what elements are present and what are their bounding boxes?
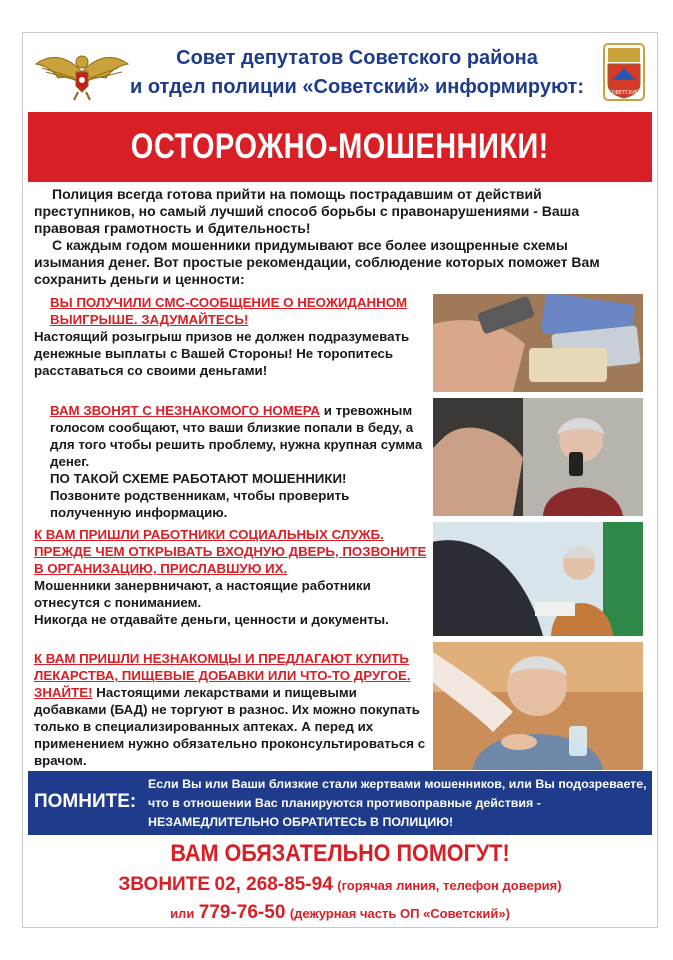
- or-label: или: [170, 906, 195, 921]
- elderly-man-pills-photo-icon: [433, 642, 643, 770]
- section-sms-heading: ВЫ ПОЛУЧИЛИ СМС-СООБЩЕНИЕ О НЕОЖИДАННОМ ВЫИГРЫШЕ. ЗАДУМАЙТЕСЬ!: [50, 295, 408, 327]
- remember-text-2: НЕЗАМЕДЛИТЕЛЬНО ОБРАТИТЕСЬ В ПОЛИЦИЮ!: [148, 815, 454, 829]
- section-call-body-2: Позвоните родственникам, чтобы проверить полученную информацию.: [50, 488, 350, 520]
- section-call: [34, 402, 430, 521]
- section-sellers-heading: К ВАМ ПРИШЛИ НЕЗНАКОМЦЫ И ПРЕДЛАГАЮТ КУПИТЬ ЛЕКАРСТВА, ПИЩЕВЫЕ ДОБАВКИ ИЛИ ЧТО-ТО ДРУГОЕ. ЗНАЙТЕ!: [34, 651, 411, 700]
- intro-text: [34, 186, 622, 288]
- remember-label: ПОМНИТЕ:: [34, 791, 137, 812]
- intro-paragraph-1: Полиция всегда готова прийти на помощь пострадавшим от действий преступников, но самый лучший способ борьбы с правонарушениями - Ваша правовая грамотность и бдительность!: [34, 186, 580, 236]
- police-eagle-emblem-icon: [34, 42, 130, 104]
- header-line-1: Совет депутатов Советского района: [176, 47, 538, 69]
- hotline-note: (горячая линия, телефон доверия): [337, 878, 562, 893]
- section-social-body-2: Никогда не отдавайте деньги, ценности и документы.: [34, 612, 389, 627]
- section-call-body: и тревожным голосом сообщают, что ваши близкие попали в беду, а для того чтобы решить проблему, нужна крупная сумма денег.: [50, 403, 423, 469]
- section-social-heading: К ВАМ ПРИШЛИ РАБОТНИКИ СОЦИАЛЬНЫХ СЛУЖБ. ПРЕЖДЕ ЧЕМ ОТКРЫВАТЬ ВХОДНУЮ ДВЕРЬ, ПОЗВОНИТЕ В ОРГАНИЗАЦИЮ, ПРИСЛАВШУЮ ИХ.: [34, 527, 427, 576]
- crest-text: СОВЕТСКИЙ: [608, 90, 640, 96]
- remember-block: [28, 771, 652, 835]
- section-sellers-body: Настоящими лекарствами и пищевыми добавками (БАД) не торгуют в разнос. Их можно покупать только в специализированных аптеках. А перед их применением нужно обязательно проконсультироваться с врачом.: [34, 685, 426, 768]
- remember-text: [148, 775, 648, 832]
- warning-banner: [28, 112, 652, 182]
- section-sms: [34, 294, 430, 379]
- call-prefix: ЗВОНИТЕ: [118, 874, 210, 895]
- help-block: [28, 840, 652, 924]
- section-sellers: [34, 650, 430, 769]
- district-crest-icon: [602, 42, 646, 102]
- duty-phone[interactable]: 779-76-50: [198, 902, 286, 923]
- phone-line-1: [28, 874, 652, 896]
- intro-paragraph-2: С каждым годом мошенники придумывают все более изощренные схемы изымания денег. Вот простые рекомендации, соблюдение которых поможет Вам сохранить деньги и ценности:: [34, 237, 600, 287]
- section-call-heading: ВАМ ЗВОНЯТ С НЕЗНАКОМОГО НОМЕРА: [50, 403, 321, 418]
- section-social: [34, 526, 430, 628]
- section-social-body: Мошенники занервничают, а настоящие работники отнесутся с пониманием.: [34, 578, 371, 610]
- phone-line-2: [28, 902, 652, 924]
- woman-at-door-photo-icon: [433, 522, 643, 636]
- header-line-2: и отдел полиции «Советский» информируют:: [129, 76, 584, 98]
- header: [28, 38, 652, 108]
- phone-and-cards-photo-icon: [433, 294, 643, 392]
- hotline-phone[interactable]: 02, 268-85-94: [214, 874, 333, 895]
- remember-text-1: Если Вы или Ваши близкие стали жертвами мошенников, или Вы подозреваете, что в отношении Вас планируются противоправные действия -: [148, 777, 647, 810]
- help-title: ВАМ ОБЯЗАТЕЛЬНО ПОМОГУТ!: [170, 840, 510, 867]
- duty-note: (дежурная часть ОП «Советский»): [289, 906, 510, 921]
- section-call-emphasis: ПО ТАКОЙ СХЕМЕ РАБОТАЮТ МОШЕННИКИ!: [50, 471, 347, 486]
- banner-title: ОСТОРОЖНО-МОШЕННИКИ!: [131, 127, 549, 166]
- section-sms-body: Настоящий розыгрыш призов не должен подразумевать денежные выплаты с Вашей Стороны! Не торопитесь расставаться со своими деньгами!: [34, 329, 410, 378]
- elderly-woman-phone-photo-icon: [433, 398, 643, 516]
- header-title: [118, 44, 596, 102]
